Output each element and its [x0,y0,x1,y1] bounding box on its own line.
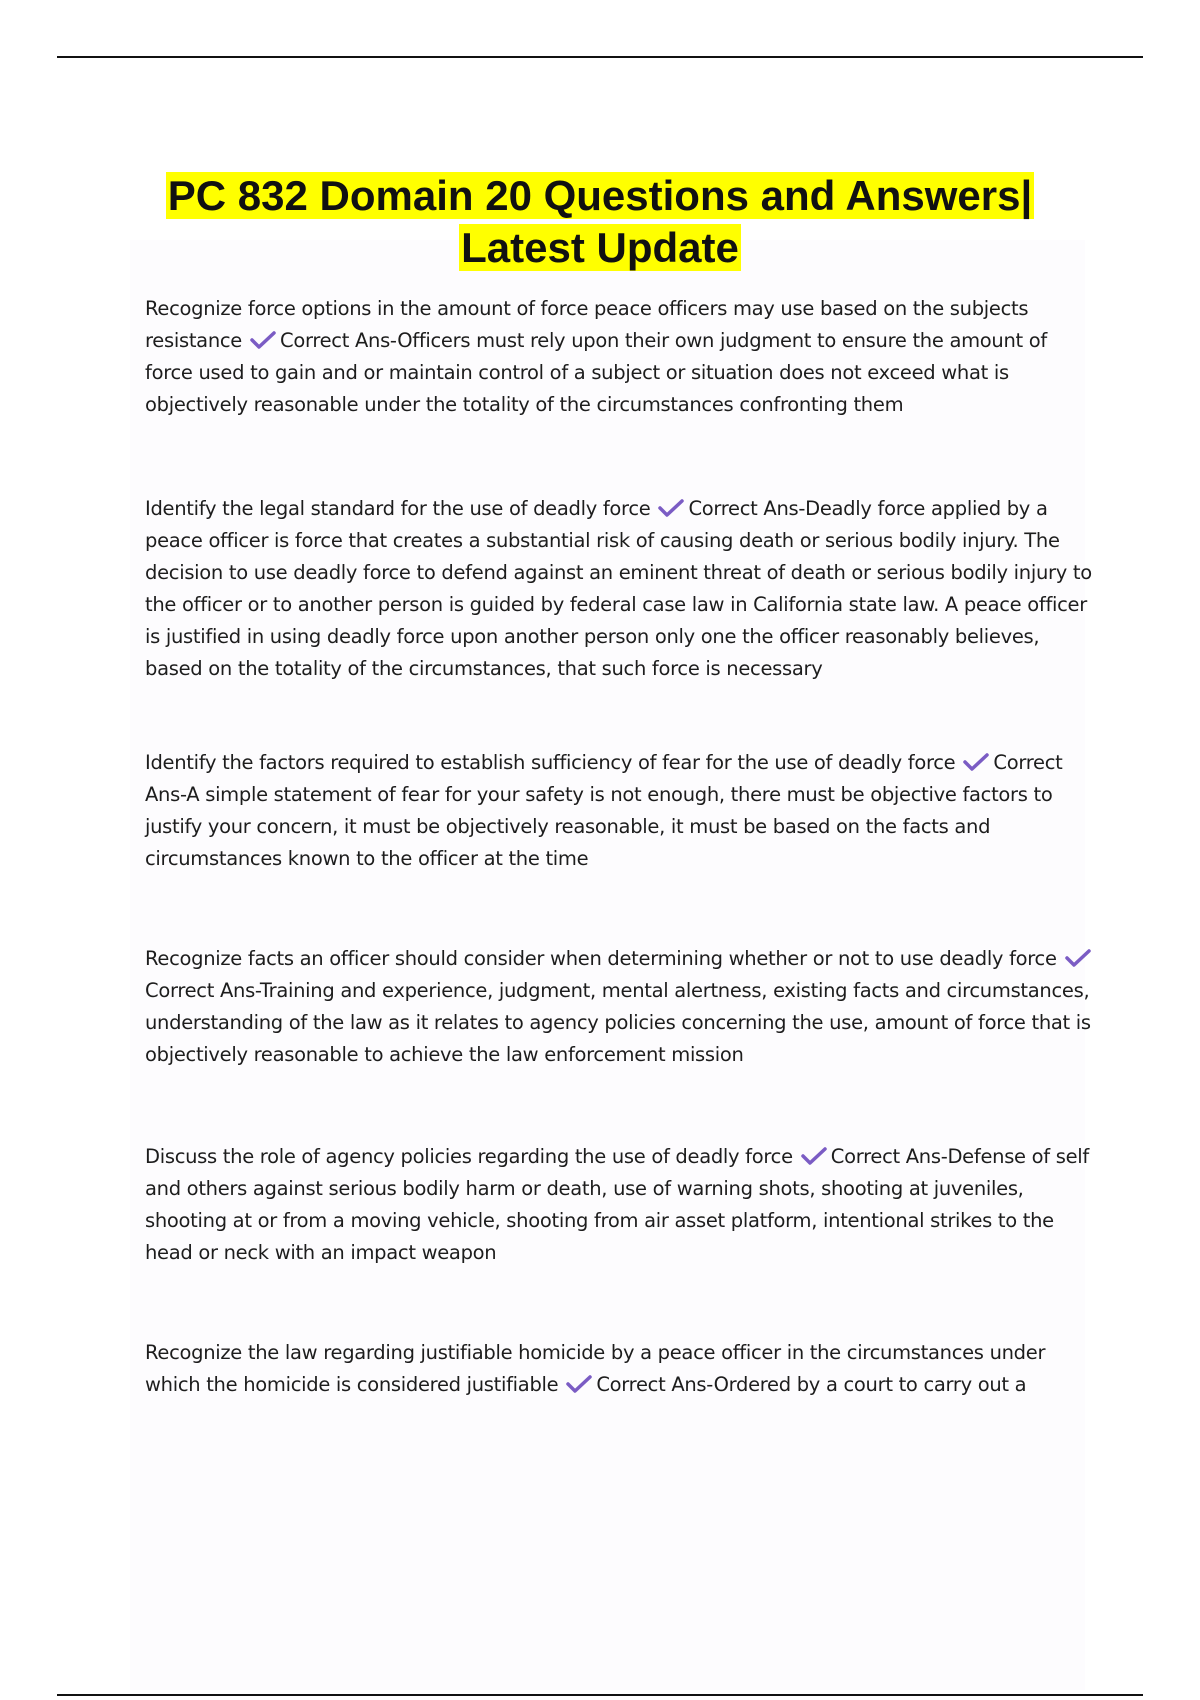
checkmark-icon [963,752,989,772]
qa-item [145,1141,1095,1269]
qa-item [145,1337,1095,1401]
qa-item [145,943,1095,1071]
page-title [60,170,1140,274]
checkmark-icon [1065,948,1091,968]
answer-text: Correct Ans-A simple statement of fear for your safety is not enough, there must be objective factors to justify your concern, it must be objectively reasonable, it must be based on the facts and circumstances known to the officer at the time [145,751,1063,870]
answer-text: Correct Ans-Deadly force applied by a peace officer is force that creates a substantial risk of causing death or serious bodily injury. The decision to use deadly force to defend against an eminent threat of death or serious bodily injury to the officer or to another person is guided by federal case law in California state law. A peace officer is justified in using deadly force upon another person only one the officer reasonably believes, based on the totality of the circumstances, that such force is necessary [145,497,1092,680]
checkmark-icon [658,498,684,518]
answer-text: Correct Ans-Officers must rely upon their own judgment to ensure the amount of force used to gain and or maintain control of a subject or situation does not exceed what is objectively reasonable under the totality of the circumstances confronting them [145,329,1047,416]
question-text: Identify the legal standard for the use of deadly force [145,497,651,520]
qa-item [145,493,1095,685]
question-text: Recognize force options in the amount of force peace officers may use based on the subjects resistance [145,297,1029,352]
question-text: Identify the factors required to establish sufficiency of fear for the use of deadly force [145,751,956,774]
qa-item [145,293,1095,421]
bottom-divider [57,1694,1143,1696]
top-divider [57,56,1143,58]
qa-item [145,747,1095,875]
answer-text: Correct Ans-Ordered by a court to carry out a [596,1373,1027,1396]
question-text: Recognize facts an officer should consider when determining whether or not to use deadly force [145,947,1057,970]
title-line-1: PC 832 Domain 20 Questions and Answers| [167,172,1033,220]
checkmark-icon [566,1374,592,1394]
answer-text: Correct Ans-Defense of self and others against serious bodily harm or death, use of warning shots, shooting at juveniles, shooting at or from a moving vehicle, shooting from air asset platform, intentional strikes to the head or neck with an impact weapon [145,1145,1089,1264]
question-text: Discuss the role of agency policies regarding the use of deadly force [145,1145,793,1168]
answer-text: Correct Ans-Training and experience, judgment, mental alertness, existing facts and circumstances, understanding of the law as it relates to agency policies concerning the use, amount of force that is objectively reasonable to achieve the law enforcement mission [145,979,1091,1066]
checkmark-icon [801,1146,827,1166]
checkmark-icon [250,330,276,350]
title-line-2: Latest Update [461,224,739,272]
question-text: Recognize the law regarding justifiable homicide by a peace officer in the circumstances under which the homicide is considered justifiable [145,1341,1046,1396]
